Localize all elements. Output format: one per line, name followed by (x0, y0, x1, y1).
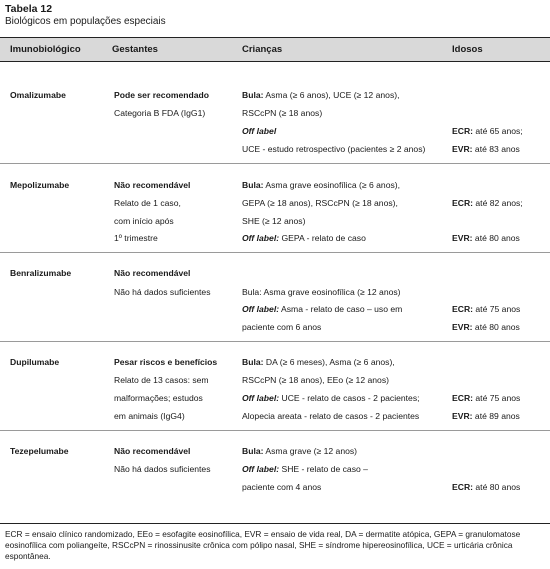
header-pregnant: Gestantes (112, 44, 158, 55)
pregnancy-detail: com início após (114, 216, 174, 226)
header-immunobiologic: Imunobiológico (10, 44, 81, 55)
children-line: Bula: Asma grave eosinofílica (≥ 6 anos), (242, 180, 401, 190)
children-line: Off label: Asma - relato de caso – uso em (242, 304, 403, 314)
header-children: Crianças (242, 44, 283, 55)
drug-name: Dupilumabe (10, 357, 60, 367)
pregnancy-detail: em animais (IgG4) (114, 411, 185, 421)
children-line: Bula: Asma grave (≥ 12 anos) (242, 446, 358, 456)
pregnancy-recommendation: Pesar riscos e benefícios (114, 357, 218, 367)
children-line: Bula: Asma grave eosinofílica (≥ 12 anos) (242, 287, 401, 297)
pregnancy-detail: 1º trimestre (114, 233, 158, 243)
elderly-line: EVR: até 89 anos (452, 411, 520, 421)
footnote: ECR = ensaio clínico randomizado, EEo = esofagite eosinofílica, EVR = ensaio de vida real, DA = dermatite atópica, GEPA = granulomatose eosinofílica com poliangeíte, RSCcPN = rinossinusite crônica com pólipo nasal, SHE = síndrome hipereosinofílica, UCE = urticária crônica espontânea. (5, 529, 521, 561)
table-subtitle: Biológicos em populações especiais (5, 16, 166, 27)
pregnancy-detail: malformações; estudos (114, 393, 203, 403)
elderly-line: EVR: até 80 anos (452, 233, 520, 243)
children-line: Off label: GEPA - relato de caso (242, 233, 366, 243)
pregnancy-detail: Não há dados suficientes (114, 287, 211, 297)
elderly-line: ECR: até 80 anos (452, 482, 521, 492)
children-line: GEPA (≥ 18 anos), RSCcPN (≥ 18 anos), (242, 198, 398, 208)
children-line: Off label (242, 126, 277, 136)
children-line: SHE (≥ 12 anos) (242, 216, 306, 226)
elderly-line: EVR: até 83 anos (452, 144, 520, 154)
table-header (0, 37, 550, 62)
pregnancy-detail: Relato de 13 casos: sem (114, 375, 209, 385)
elderly-line: ECR: até 82 anos; (452, 198, 523, 208)
elderly-line: ECR: até 65 anos; (452, 126, 523, 136)
drug-name: Benralizumabe (10, 268, 72, 278)
row-divider (0, 341, 550, 342)
children-line: Off label: UCE - relato de casos - 2 pacientes; (242, 393, 420, 403)
children-line: UCE - estudo retrospectivo (pacientes ≥ 2 anos) (242, 144, 426, 154)
children-line: Alopecia areata - relato de casos - 2 pacientes (242, 411, 420, 421)
drug-name: Mepolizumabe (10, 180, 70, 190)
pregnancy-recommendation: Não recomendável (114, 446, 191, 456)
drug-name: Tezepelumabe (10, 446, 69, 456)
pregnancy-recommendation: Não recomendável (114, 268, 191, 278)
row-divider (0, 163, 550, 164)
row-divider (0, 430, 550, 431)
table-title: Tabela 12 (5, 3, 53, 15)
row-divider (0, 252, 550, 253)
table-bottom-rule (0, 523, 550, 524)
children-line: RSCcPN (≥ 18 anos), EEo (≥ 12 anos) (242, 375, 389, 385)
pregnancy-recommendation: Não recomendável (114, 180, 191, 190)
pregnancy-detail: Categoria B FDA (IgG1) (114, 108, 206, 118)
children-line: Off label: SHE - relato de caso – (242, 464, 368, 474)
pregnancy-recommendation: Pode ser recomendado (114, 90, 210, 100)
children-line: paciente com 6 anos (242, 322, 322, 332)
children-line: paciente com 4 anos (242, 482, 322, 492)
elderly-line: EVR: até 80 anos (452, 322, 520, 332)
drug-name: Omalizumabe (10, 90, 66, 100)
pregnancy-detail: Não há dados suficientes (114, 464, 211, 474)
children-line: RSCcPN (≥ 18 anos) (242, 108, 323, 118)
children-line: Bula: DA (≥ 6 meses), Asma (≥ 6 anos), (242, 357, 395, 367)
elderly-line: ECR: até 75 anos (452, 304, 521, 314)
header-elderly: Idosos (452, 44, 483, 55)
pregnancy-detail: Relato de 1 caso, (114, 198, 181, 208)
elderly-line: ECR: até 75 anos (452, 393, 521, 403)
children-line: Bula: Asma (≥ 6 anos), UCE (≥ 12 anos), (242, 90, 400, 100)
